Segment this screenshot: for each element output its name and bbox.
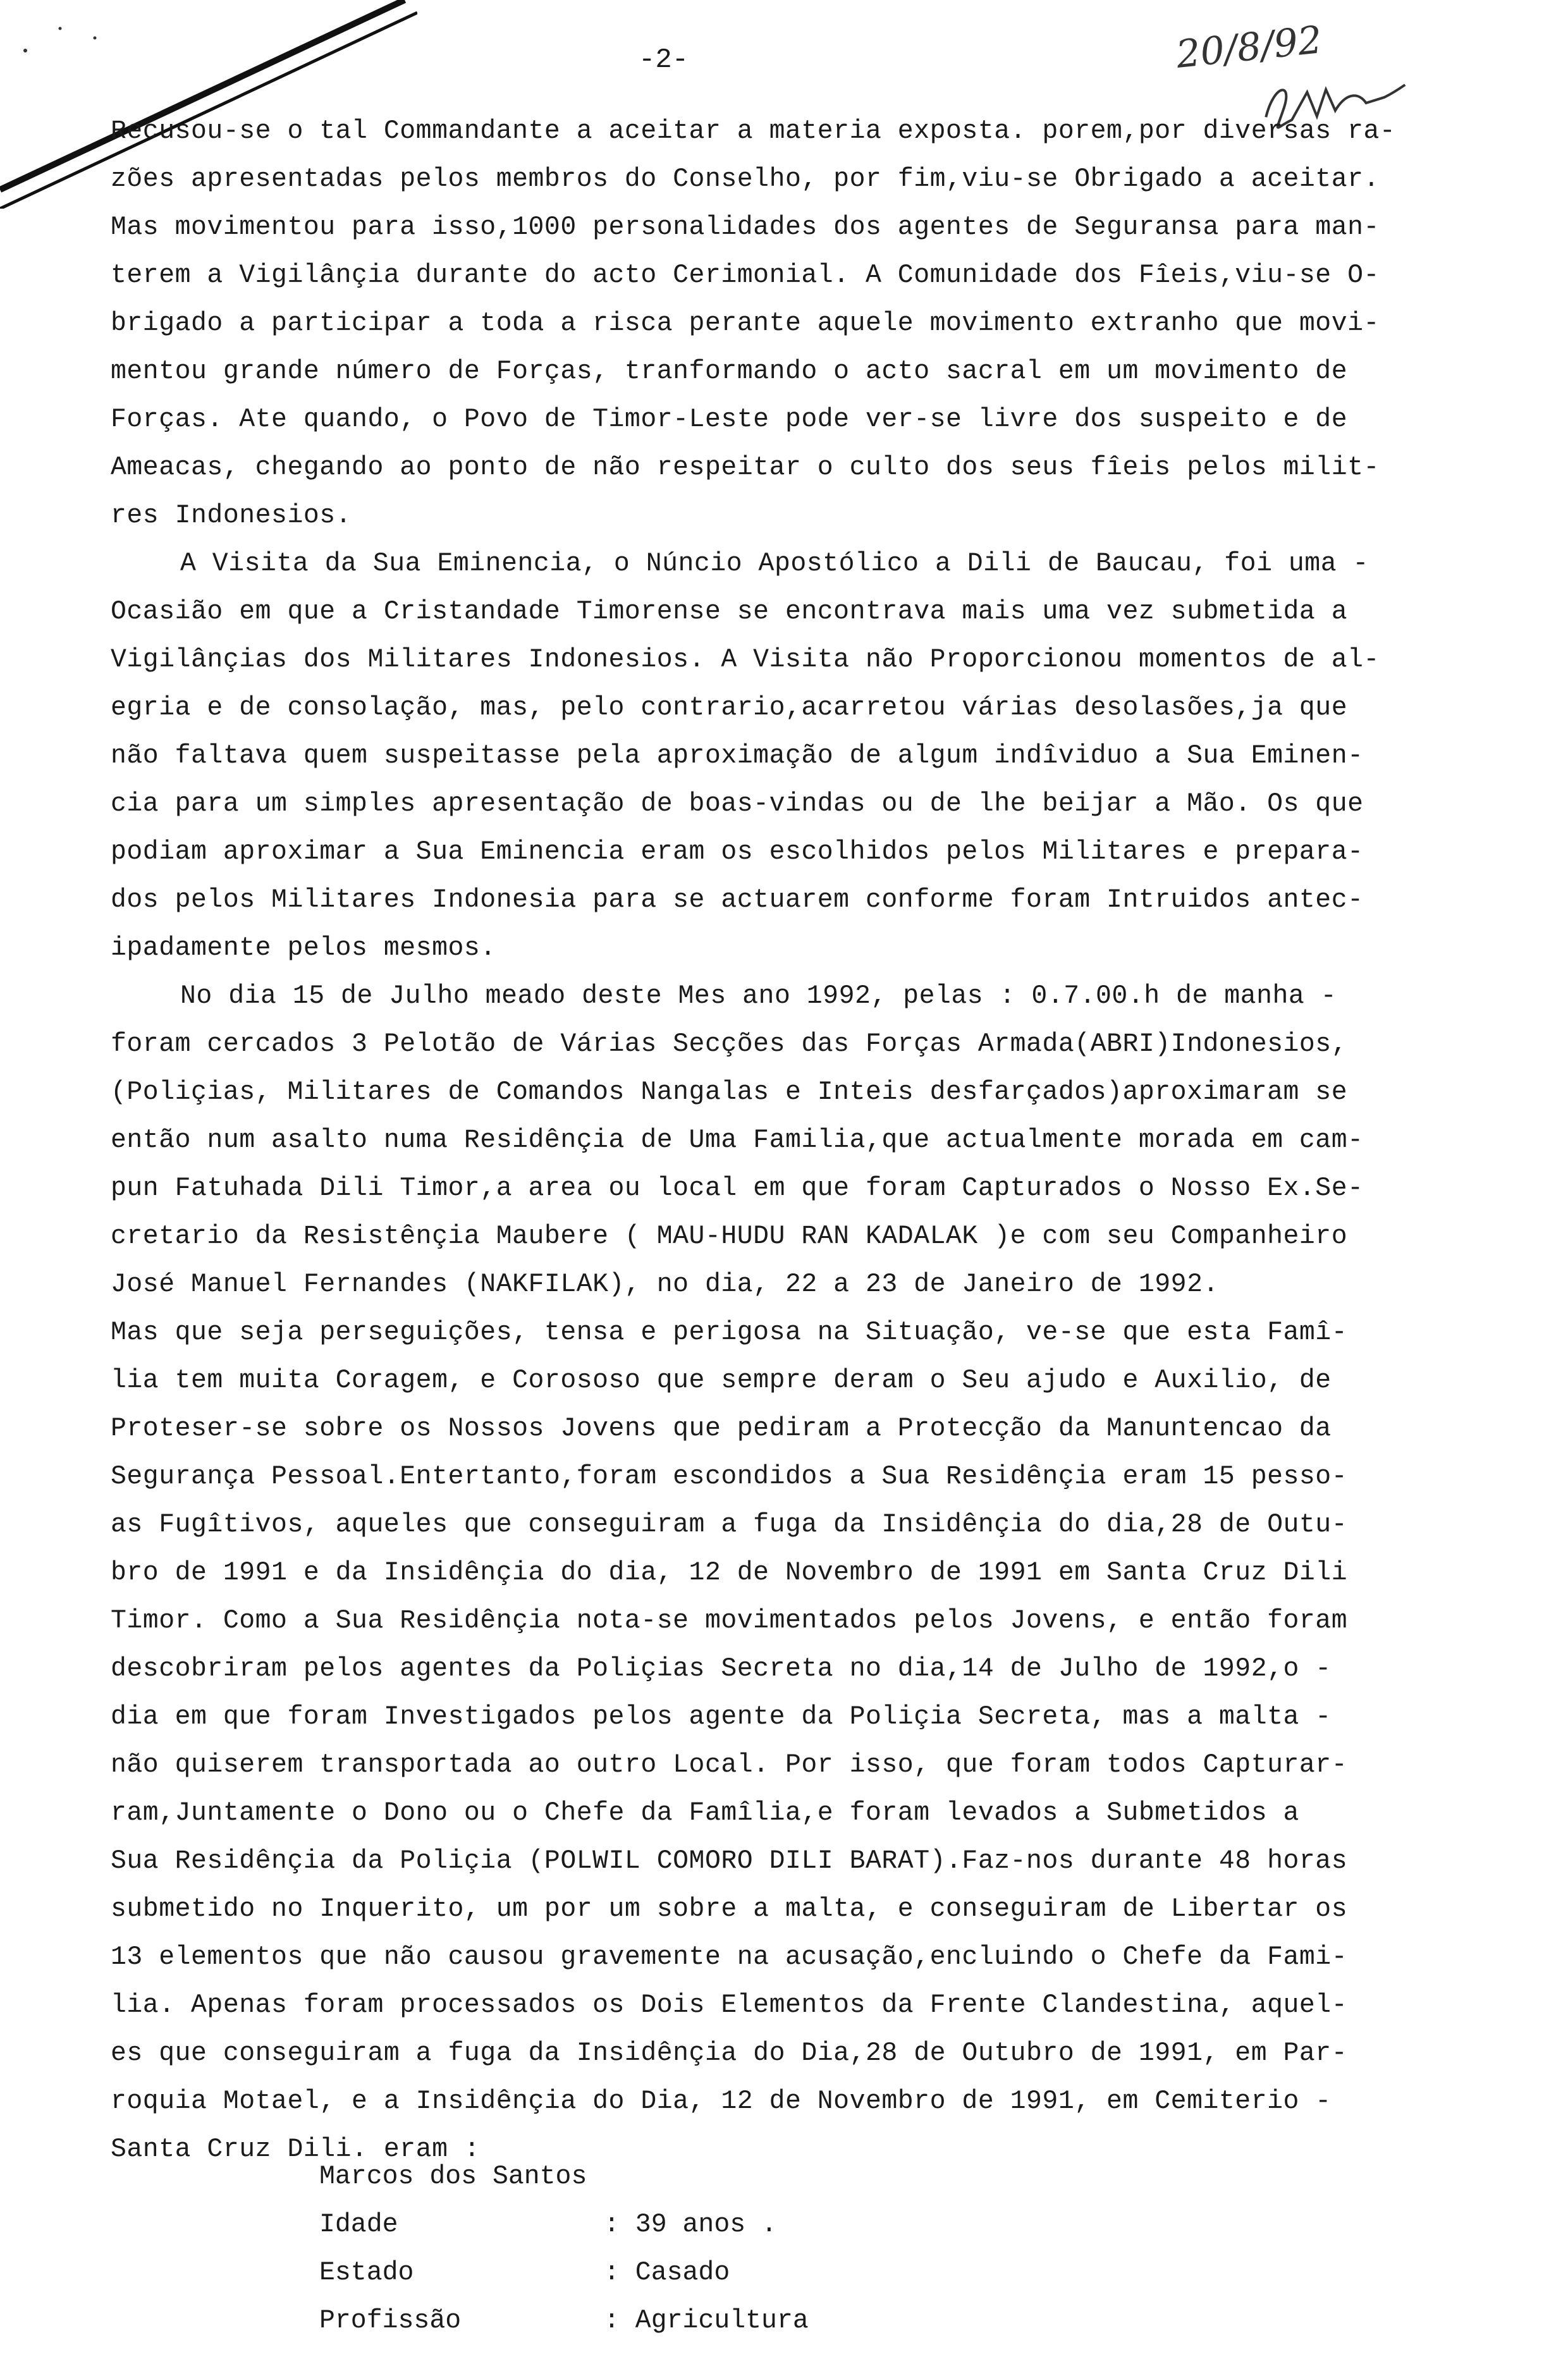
page-number: -2- bbox=[639, 44, 689, 76]
detail-row-age bbox=[319, 2201, 1268, 2249]
detail-row-profession bbox=[319, 2297, 1268, 2345]
detail-value: : Agricultura bbox=[604, 2306, 809, 2336]
detail-label: Estado bbox=[319, 2258, 414, 2288]
paragraph-1: Recusou-se o tal Commandante a aceitar a materia exposta. porem,por diversas ra- zões apresentadas pelos membros do Conselho, por fim,viu-se Obrigado a aceitar. Mas movimentou para isso,1000 personalidades dos agentes de Seguransa para man- terem a Vigilânçia durante do acto Cerimonial. A Comunidade dos Fîeis,viu-se O- brigado a participar a toda a risca perante aquele movimento extranho que movi- mentou grande número de Forças, tranformando o acto sacral em um movimento de Forças. Ate quando, o Povo de Timor-Leste pode ver-se livre dos suspeito e de Ameacas, chegando ao ponto de não respeitar o culto dos seus fîeis pelos milit- res Indonesios. bbox=[111, 116, 1396, 530]
detail-label: Idade bbox=[319, 2210, 398, 2239]
handwritten-date: 20/8/92 bbox=[1173, 18, 1325, 77]
detail-row-status bbox=[319, 2249, 1268, 2297]
paragraph-2: A Visita da Sua Eminencia, o Núncio Apostólico a Dili de Baucau, foi uma - Ocasião em que a Cristandade Timorense se encontrava mais uma vez submetida a Vigilânçias dos Militares Indonesios. A Visita não Proporcionou momentos de al- egria e de consolação, mas, pelo contrario,acarretou várias desolasões,ja que não faltava quem suspeitasse pela aproximação de algum indîviduo a Sua Eminen- cia para um simples apresentação de boas-vindas ou de lhe beijar a Mão. Os que podiam aproximar a Sua Eminencia eram os escolhidos pelos Militares e prepara- dos pelos Militares Indonesia para se actuarem conforme foram Intruidos antec- ipadamente pelos mesmos. bbox=[111, 549, 1380, 963]
detail-value: : 39 anos . bbox=[604, 2210, 777, 2239]
detainee-name: Marcos dos Santos bbox=[319, 2162, 587, 2191]
paragraph-4: Mas que seja perseguições, tensa e perigosa na Situação, ve-se que esta Famî- lia tem muita Coragem, e Corososo que sempre deram o Seu ajudo e Auxilio, de Proteser-se sobre os Nossos Jovens que pediram a Protecção da Manuntencao da Segurança Pessoal.Entertanto,foram escondidos a Sua Residênçia eram 15 pesso- as Fugîtivos, aqueles que conseguiram a fuga da Insidênçia do dia,28 de Outu- bro de 1991 e da Insidênçia do dia, 12 de Novembro de 1991 em Santa Cruz Dili Timor. Como a Sua Residênçia nota-se movimentados pelos Jovens, e então foram descobriram pelos agentes da Poliçias Secreta no dia,14 de Julho de 1992,o - dia em que foram Investigados pelos agente da Poliçia Secreta, mas a malta - não quiserem transportada ao outro Local. Por isso, que foram todos Capturar- ram,Juntamente o Dono ou o Chefe da Famîlia,e foram levados a Submetidos a Sua Residênçia da Poliçia (POLWIL COMORO DILI BARAT).Faz-nos durante 48 horas submetido no Inquerito, um por um sobre a malta, e conseguiram de Libertar os 13 elementos que não causou gravemente na acusação,encluindo o Chefe da Fami- lia. Apenas foram processados os Dois Elementos da Frente Clandestina, aquel- es que conseguiram a fuga da Insidênçia do Dia,28 de Outubro de 1991, em Par- roquia Motael, e a Insidênçia do Dia, 12 de Novembro de 1991, em Cemiterio - Santa Cruz Dili. eram : bbox=[111, 1318, 1348, 2164]
letter-body bbox=[111, 107, 1451, 2174]
detail-label: Profissão bbox=[319, 2306, 462, 2336]
paragraph-3: No dia 15 de Julho meado deste Mes ano 1992, pelas : 0.7.00.h de manha - foram cercados 3 Pelotão de Várias Secções das Forças Armada(ABRI)Indonesios, (Poliçias, Militares de Comandos Nangalas e Inteis desfarçados)aproximaram se então num asalto numa Residênçia de Uma Familia,que actualmente morada em cam- pun Fatuhada Dili Timor,a area ou local em que foram Capturados o Nosso Ex.Se- cretario da Resistênçia Maubere ( MAU-HUDU RAN KADALAK )e com seu Companheiro José Manuel Fernandes (NAKFILAK), no dia, 22 a 23 de Janeiro de 1992. bbox=[111, 981, 1364, 1299]
detainee-details bbox=[319, 2153, 1268, 2345]
detail-value: : Casado bbox=[604, 2258, 730, 2288]
